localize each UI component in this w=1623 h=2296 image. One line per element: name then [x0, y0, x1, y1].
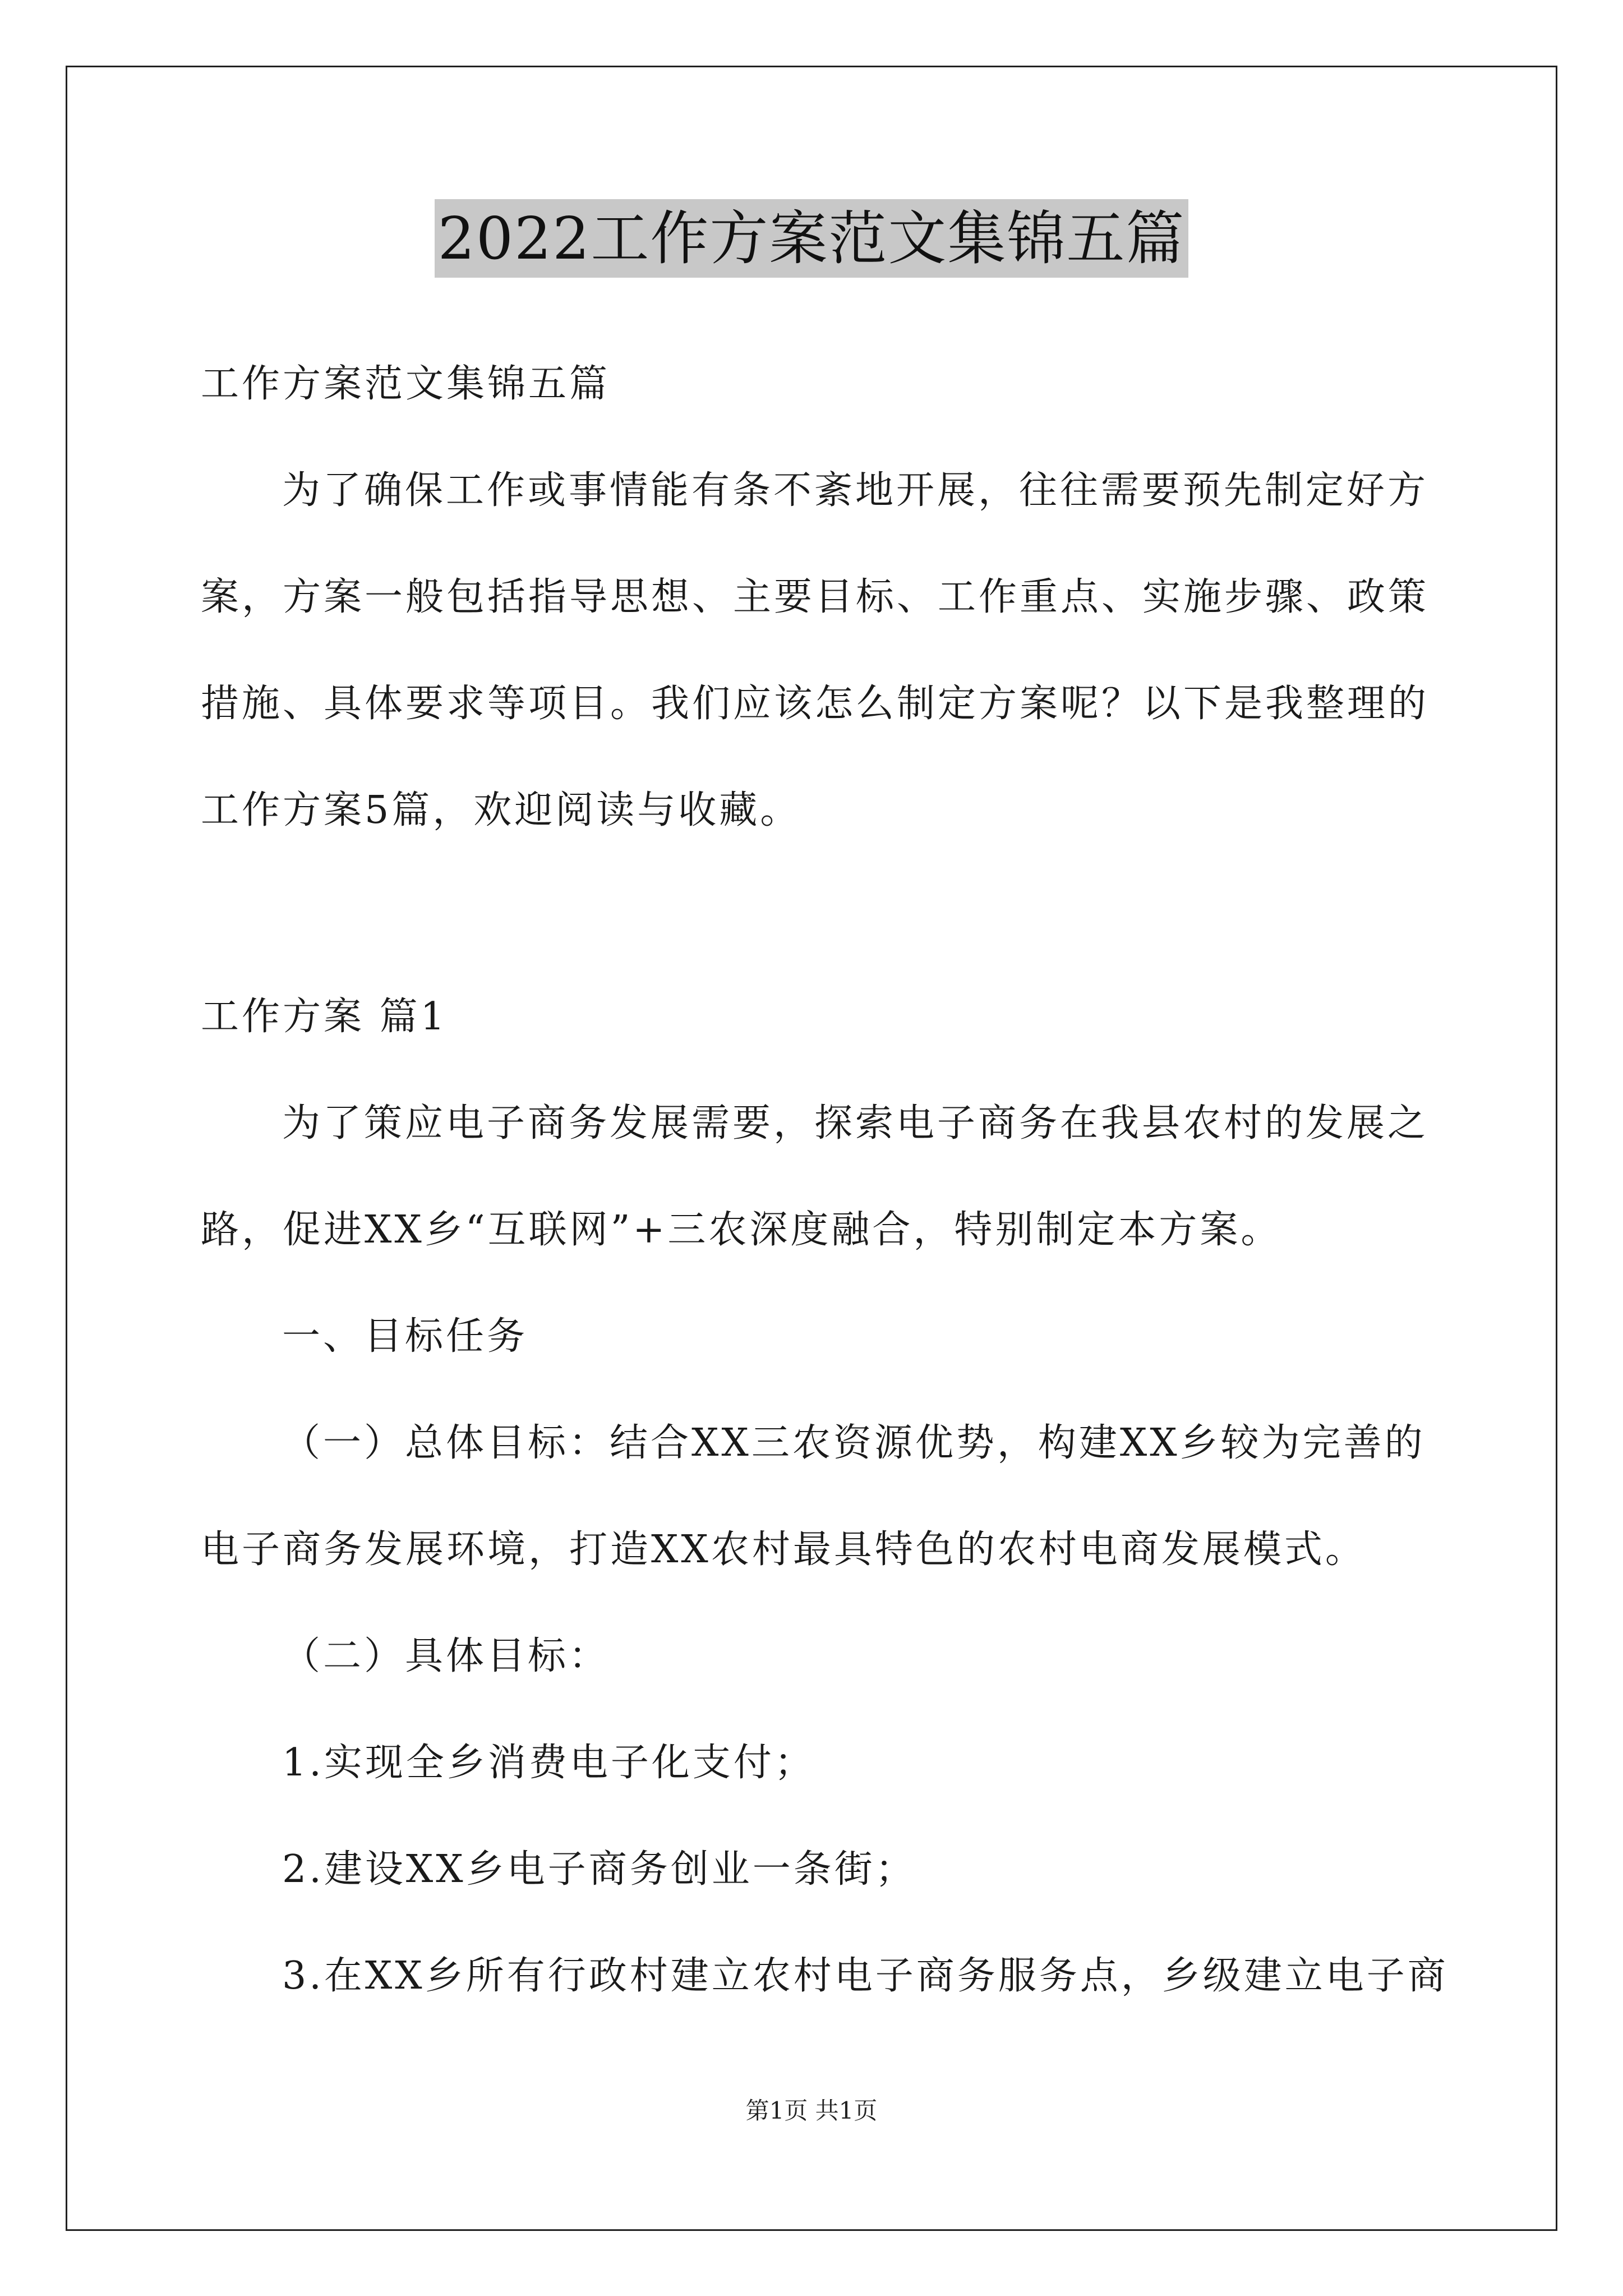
- intro-paragraph-line-1: 为了确保工作或事情能有条不紊地开展，往往需要预先制定好方: [282, 468, 1429, 513]
- intro-paragraph-line-3: 措施、具体要求等项目。我们应该怎么制定方案呢？以下是我整理的: [201, 682, 1430, 726]
- overall-goal-line-2: 电子商务发展环境，打造XX农村最具特色的农村电商发展模式。: [201, 1527, 1366, 1572]
- intro-paragraph-line-2: 案，方案一般包括指导思想、主要目标、工作重点、实施步骤、政策: [201, 575, 1430, 619]
- overall-goal-line-1: （一）总体目标：结合XX三农资源优势，构建XX乡较为完善的: [282, 1421, 1426, 1465]
- goal-item-2: 2.建设XX乡电子商务创业一条街；: [282, 1847, 916, 1892]
- section-heading-part-1: 工作方案 篇1: [201, 995, 448, 1039]
- subtitle-line: 工作方案范文集锦五篇: [201, 362, 611, 406]
- heading-specific-goals: （二）具体目标：: [282, 1634, 610, 1678]
- document-title: 2022工作方案范文集锦五篇: [435, 199, 1189, 278]
- intro-paragraph-line-4: 工作方案5篇，欢迎阅读与收藏。: [201, 788, 801, 832]
- goal-item-3: 3.在XX乡所有行政村建立农村电子商务服务点，乡级建立电子商: [282, 1954, 1449, 1998]
- part1-paragraph-line-1: 为了策应电子商务发展需要，探索电子商务在我县农村的发展之: [282, 1101, 1429, 1145]
- part1-paragraph-line-2: 路，促进XX乡“互联网”+三农深度融合，特别制定本方案。: [201, 1208, 1282, 1252]
- goal-item-1: 1.实现全乡消费电子化支付；: [282, 1741, 815, 1785]
- heading-goals: 一、目标任务: [282, 1314, 528, 1359]
- page-footer: 第1页 共1页: [745, 2097, 878, 2124]
